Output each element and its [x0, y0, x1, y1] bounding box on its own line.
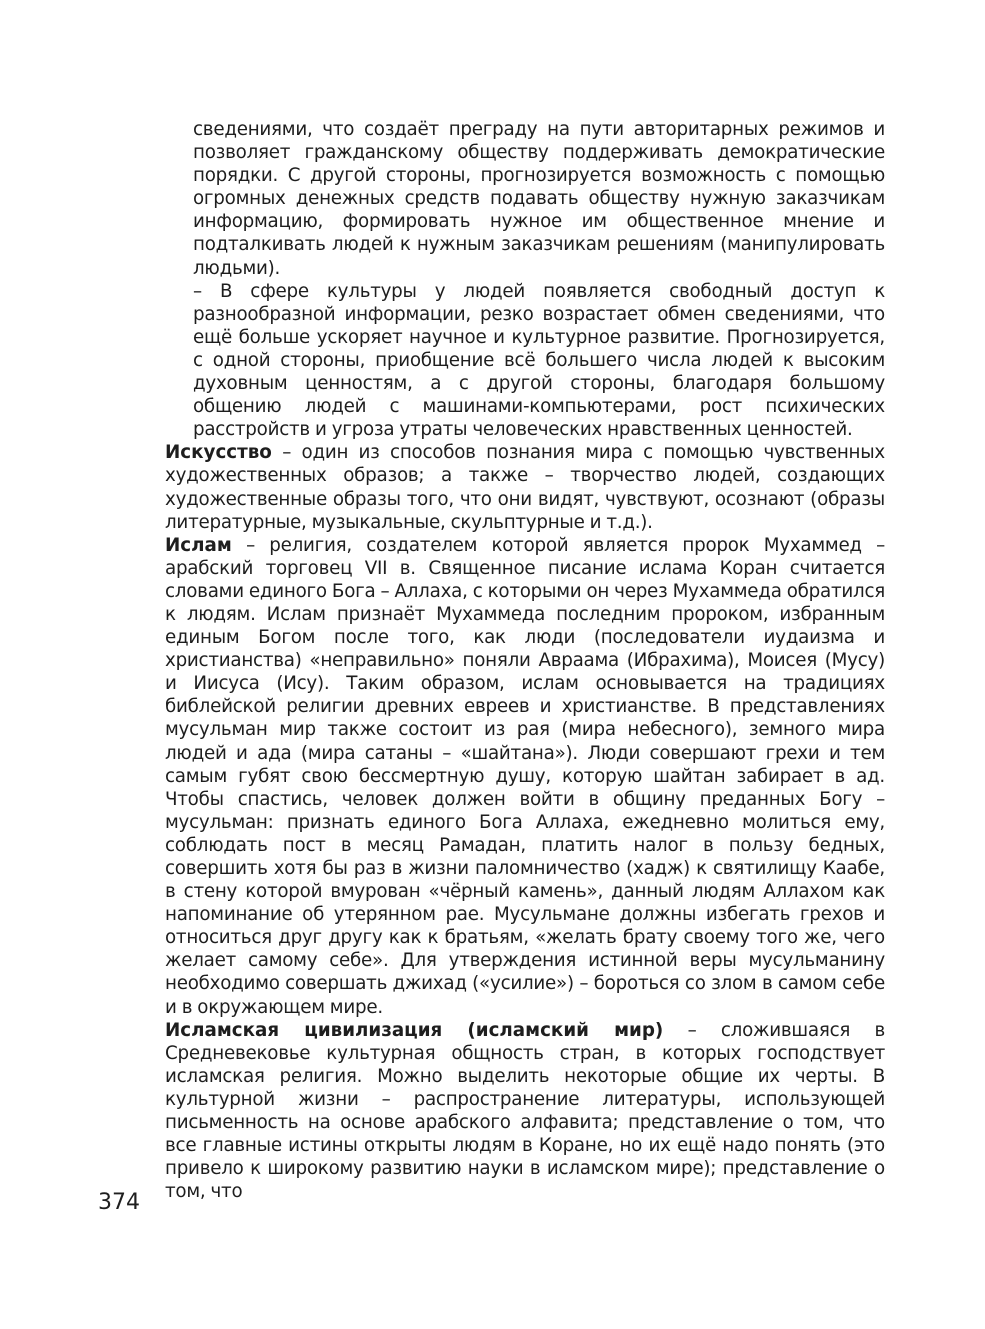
continuation-paragraph-2: – В сфере культуры у людей появляется свободный доступ к разнообразной информации, резко возрастает обмен сведениями, что ещё больше ускоряет научное и культурное развитие. Прогнозируется, с одной стороны, приобщение всё большего числа людей к высоким духовным ценностям, а с другой стороны, благодаря большому общению людей с машинами-компьютерами, рост психических расстройств и угроза утраты человеческих нравственных ценностей. — [193, 280, 885, 441]
entry-term: Искусство — [165, 442, 272, 464]
entry-definition: – сложившаяся в Средневековье культурная общность стран, в которых господствует исламская религия. Можно выделить некоторые общие их черты. В культурной жизни – распространение литературы, использующей письменность на основе арабского алфавита; представление о том, что все главные истины открыты людям в Коране, но их ещё надо понять (это привело к широкому развитию науки в исламском мире); представление о том, что — [165, 1019, 885, 1203]
entry-term: Ислам — [165, 534, 232, 556]
entry-iskusstvo — [165, 441, 885, 533]
main-text — [165, 118, 885, 1203]
page-number: 374 — [98, 1190, 140, 1215]
entry-definition: – один из способов познания мира с помощью чувственных художественных образов; а также – творчество людей, создающих художественные образы того, что они видят, чувствуют, осознают (образы литературные, музыкальные, скульптурные и т.д.). — [165, 442, 885, 533]
continuation-paragraph-1: сведениями, что создаёт преграду на пути авторитарных режимов и позволяет гражданскому обществу поддерживать демократические порядки. С другой стороны, прогнозируется возможность с помощью огромных денежных средств подавать обществу нужную заказчикам информацию, формировать нужное им общественное мнение и подталкивать людей к нужным заказчикам решениям (манипулировать людьми). — [193, 119, 885, 279]
entry-term: Исламская цивилизация (исламский мир) — [165, 1019, 664, 1041]
entry-definition: – религия, создателем которой является пророк Мухаммед – арабский торговец VII в. Священное писание ислама Коран считается словами единого Бога – Аллаха, с которыми он через Мухаммеда обратился к людям. Ислам признаёт Мухаммеда последним пророком, избранным единым Богом после того, как люди (последователи иудаизма и христианства) «неправильно» поняли Авраама (Ибрахима), Моисея (Мусу) и Иисуса (Ису). Таким образом, ислам основывается на традициях библейской религии древних евреев и христианстве. В представлениях мусульман мир также состоит из рая (мира небесного), земного мира людей и ада (мира сатаны – «шайтана»). Люди совершают грехи и тем самым губят свою бессмертную душу, которую шайтан забирает в ад. Чтобы спастись, человек должен войти в общину преданных Богу – мусульман: признать единого Бога Аллаха, ежедневно молиться ему, соблюдать пост в месяц Рамадан, платить налог в пользу бедных, совершить хотя бы раз в жизни паломничество (хадж) к святилищу Каабе, в стену которой вмурован «чёрный камень», данный людям Аллахом как напоминание об утерянном рае. Мусульмане должны избегать грехов и относиться друг другу как к братьям, «желать брату своему того же, чего желает самому себе». Для утверждения истинной веры мусульманину необходимо совершать джихад («усилие») – бороться со злом в самом себе и в окружающем мире. — [165, 534, 885, 1018]
entry-islam — [165, 534, 885, 1019]
entry-islamic-civilization — [165, 1019, 885, 1204]
